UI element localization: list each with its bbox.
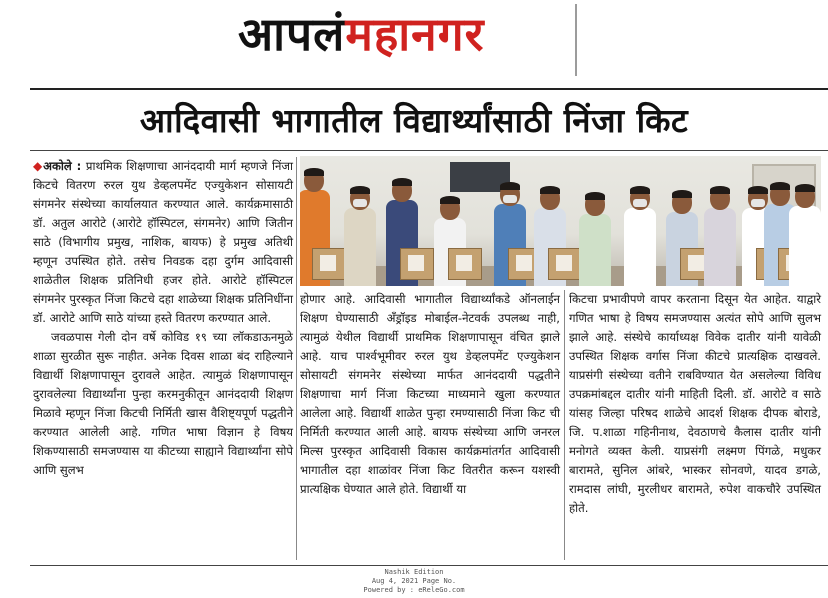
masthead [0,0,828,78]
photo-person-hair [630,186,650,194]
photo-person-hair [710,186,730,194]
photo-person-body [704,208,736,286]
masthead-logo [238,4,484,64]
footer-powered-by: Powered by : eReleGo.com [363,586,465,594]
article-column-1 [33,157,293,480]
article-paragraph-2: जवळपास गेली दोन वर्षे कोविड १९ च्या लॉकडाऊनमुळे शाळा सुरळीत सुरू नाहीत. अनेक दिवस शाळा बंद राहिल्याने विद्यार्थी शिक्षणापासून दुरावले आहेत. त्यामुळं शिक्षणापासून दुरावलेल्या विद्यार्थ्यांना पुन्हा करमनुकीतून आनंददायी शिक्षण मिळावे म्हणून निंजा किटची निर्मिती खास वैशिष्ट्यपूर्ण पद्धतीने करण्यात आलेली आहे. गणित भाषा विज्ञान हे विषय शिकण्यासाठी समजण्यास या कीटच्या साह्याने विद्यार्थ्यांना सोपे आणि सुलभ [33,330,293,477]
column-divider [564,290,565,560]
photo-person-hair [585,192,605,200]
masthead-divider [575,4,577,76]
photo-face-mask [503,195,517,203]
article-column-3 [569,290,821,518]
photo-person-hair [350,186,370,194]
photo-face-mask [633,199,647,207]
dateline: अकोले : [43,159,82,173]
dateline-diamond-icon: ◆ [33,159,44,173]
article-paragraph-1: प्राथमिक शिक्षणाचा आनंददायी मार्ग म्हणजे निंजा किटचे वितरण रुरल युथ डेव्हलपमेंट एज्युकेशन सोसायटी संगमनेर संस्थेच्या कार्यालयात करण्यात आले. कार्यक्रमासाठी डॉ. अतुल आरोटे (आरोटे हॉस्पिटल, संगमनेर) आणि जितीन साठे (विभागीय प्रमुख, नाशिक, बायफ) हे प्रमुख अतिथी म्हणून उपस्थित होते. तसेच निवडक दहा दुर्गम आदिवासी शाळेतील शिक्षक प्रतिनिधी हजर होते. आरोटे हॉस्पिटल संगमनेर पुरस्कृत निंजा किटचे दहा शाळेच्या शिक्षक प्रतिनिधींना डॉ. आरोटे आणि साठे यांच्या हस्ते वितरण करण्यात आले. [33,159,294,325]
article-paragraph-3: होणार आहे. आदिवासी भागातील विद्यार्थ्यांकडे ऑनलाईन शिक्षण घेण्यासाठी अँड्रॉइड मोबाईल-नेटवर्क उपलब्ध नाही, त्यामुळं येथील विद्यार्थी प्राथमिक शिक्षणापासून वंचित झाले आहे. याच पार्श्वभूमीवर रुरल युथ डेव्हलपमेंट एज्युकेशन सोसायटी संगमनेर संस्थेच्या मार्फत आनंददायी पद्धतीने शिक्षणाचा मार्ग निंजा किटच्या माध्यमाने खुला करण्यात आलेला आहे. विद्यार्थी शाळेत पुन्हा रमण्यासाठी निंजा किट ची निर्मिती करण्यात आली आहे. बायफ संस्थेच्या आणि जनरल मिल्स पुरस्कृत आदिवासी विकास कार्यक्रमांतर्गत आदिवासी भागातील दहा शाळांवर निंजा किट वितरीत करून यशस्वी प्रात्यक्षिक घेण्यात आले होते. विद्यार्थी या [300,292,560,496]
footer-edition: Nashik Edition [384,568,444,576]
news-photo [300,156,821,286]
photo-person-hair [540,186,560,194]
page-footer [0,568,828,595]
photo-person-hair [672,190,692,198]
top-rule [30,88,828,90]
headline-rule [30,150,828,151]
masthead-part2: महानगर [345,7,485,61]
photo-person-hair [440,196,460,204]
footer-date: Aug 4, 2021 Page No. [371,577,457,585]
photo-person-hair [748,186,768,194]
masthead-part1: आपलं [238,7,346,61]
article-paragraph-4: किटचा प्रभावीपणे वापर करताना दिसून येत आहेत. याद्वारे गणित भाषा हे विषय समजण्यास अत्यंत सोपे आणि सुलभ झाले आहे. संस्थेचे कार्याध्यक्ष विवेक दातीर यांनी यावेळी उपस्थित शिक्षक वर्गास निंजा कीटचे प्रात्यक्षिक दाखवले. याप्रसंगी संस्थेच्या वतीने राबविण्यात येत असलेल्या विविध उपक्रमांबद्दल दातीर यांनी माहिती दिली. डॉ. आरोटे व साठे यांसह जिल्हा परिषद शाळेचे आदर्श शिक्षक दीपक बोराडे, जि. प.शाळा गहिनीनाथ, देवठाणचे कैलास दातीर यांनी मनोगते व्यक्त केली. याप्रसंगी लक्ष्मण पिंगळे, मधुकर बारामते, सुनिल आंबरे, भास्कर सोनवणे, यादव डगळे, रामदास लांघी, मुरलीधर बारामते, रुपेश वाकचौरे उपस्थित होते. [569,292,821,515]
bottom-rule [30,565,828,566]
photo-person-body [579,214,611,286]
photo-person-body [789,206,821,286]
headline: आदिवासी भागातील विद्यार्थ्यांसाठी निंजा किट [139,101,689,140]
photo-ninja-kit-box [400,248,434,280]
photo-person-hair [304,168,324,176]
photo-person-hair [795,184,815,192]
article-column-2 [300,290,560,499]
column-divider [296,157,297,560]
photo-person-hair [392,178,412,186]
photo-ninja-kit-box [448,248,482,280]
photo-person-hair [500,182,520,190]
photo-ninja-kit-box [548,248,582,280]
photo-person-body [344,208,376,286]
photo-person-body [624,208,656,286]
photo-face-mask [751,199,765,207]
photo-ninja-kit-box [312,248,346,280]
photo-face-mask [353,199,367,207]
photo-person-hair [770,182,790,190]
